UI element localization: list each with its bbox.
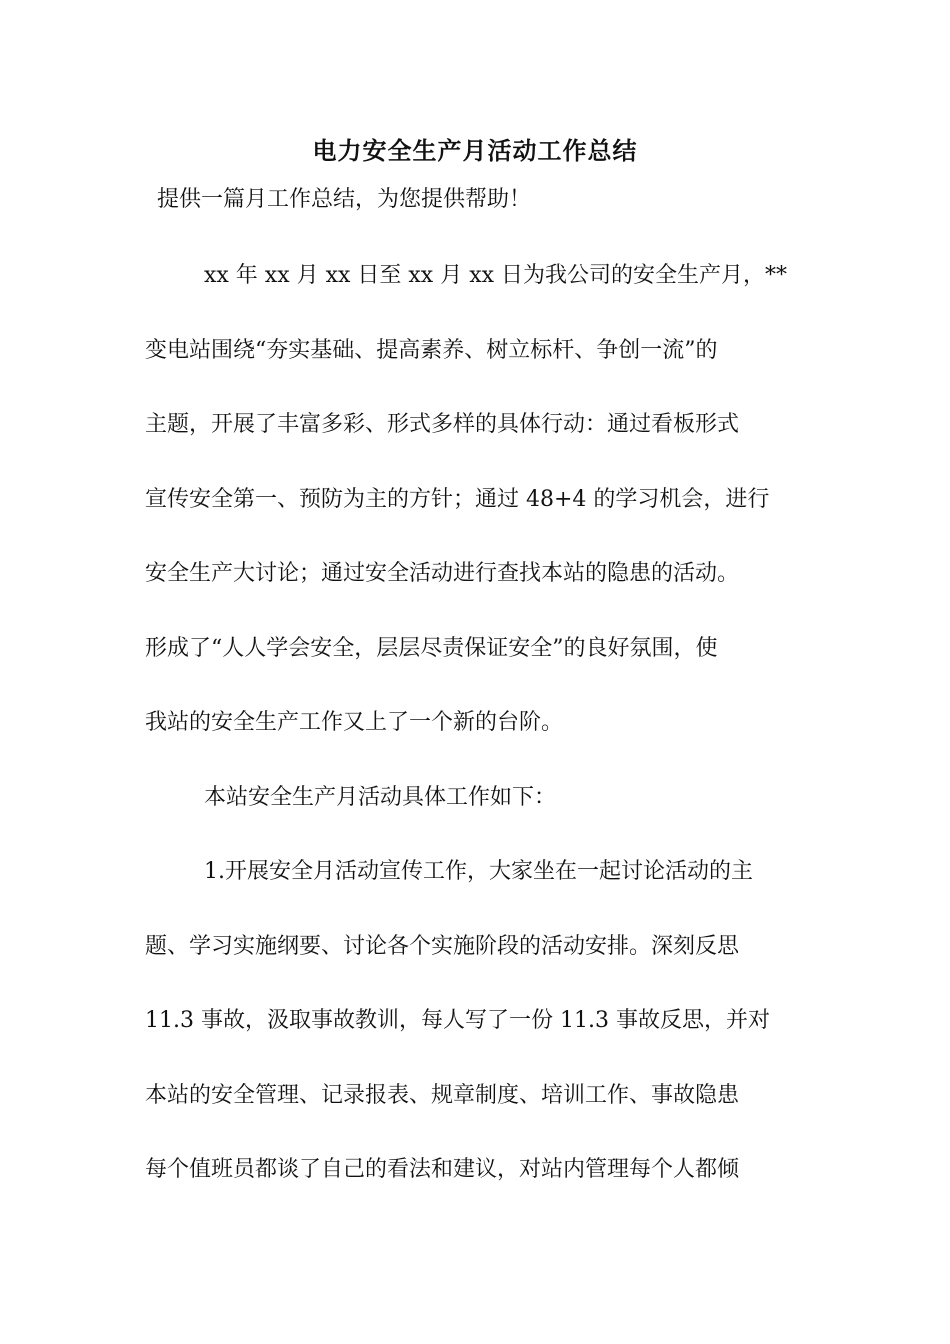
body-line: 主题，开展了丰富多彩、形式多样的具体行动：通过看板形式 — [145, 412, 740, 437]
body-line: 题、学习实施纲要、讨论各个实施阶段的活动安排。深刻反思 — [145, 933, 740, 959]
body-line: 11.3 事故，汲取事故教训，每人写了一份 11.3 事故反思，并对 — [145, 1008, 770, 1033]
body-line: 宣传安全第一、预防为主的方针；通过 48+4 的学习机会，进行 — [145, 486, 770, 512]
body-line: 本站的安全管理、记录报表、规章制度、培训工作、事故隐患 — [145, 1082, 740, 1108]
body-line: 形成了“人人学会安全，层层尽责保证安全”的良好氛围，使 — [145, 635, 718, 661]
body-line: xx 年 xx 月 xx 日至 xx 月 xx 日为我公司的安全生产月，** — [204, 263, 788, 288]
body-line: 变电站围绕“夯实基础、提高素养、树立标杆、争创一流”的 — [145, 337, 718, 363]
body-line: 1.开展安全月活动宣传工作，大家坐在一起讨论活动的主 — [204, 859, 753, 884]
document-body — [145, 258, 807, 1227]
document-title: 电力安全生产月活动工作总结 — [312, 136, 638, 165]
body-line: 每个值班员都谈了自己的看法和建议，对站内管理每个人都倾 — [145, 1157, 740, 1182]
body-line: 我站的安全生产工作又上了一个新的台阶。 — [145, 710, 564, 735]
document-subtitle: 提供一篇月工作总结，为您提供帮助！ — [157, 187, 532, 212]
body-line: 本站安全生产月活动具体工作如下： — [204, 784, 557, 810]
body-line: 安全生产大讨论；通过安全活动进行查找本站的隐患的活动。 — [145, 561, 740, 586]
